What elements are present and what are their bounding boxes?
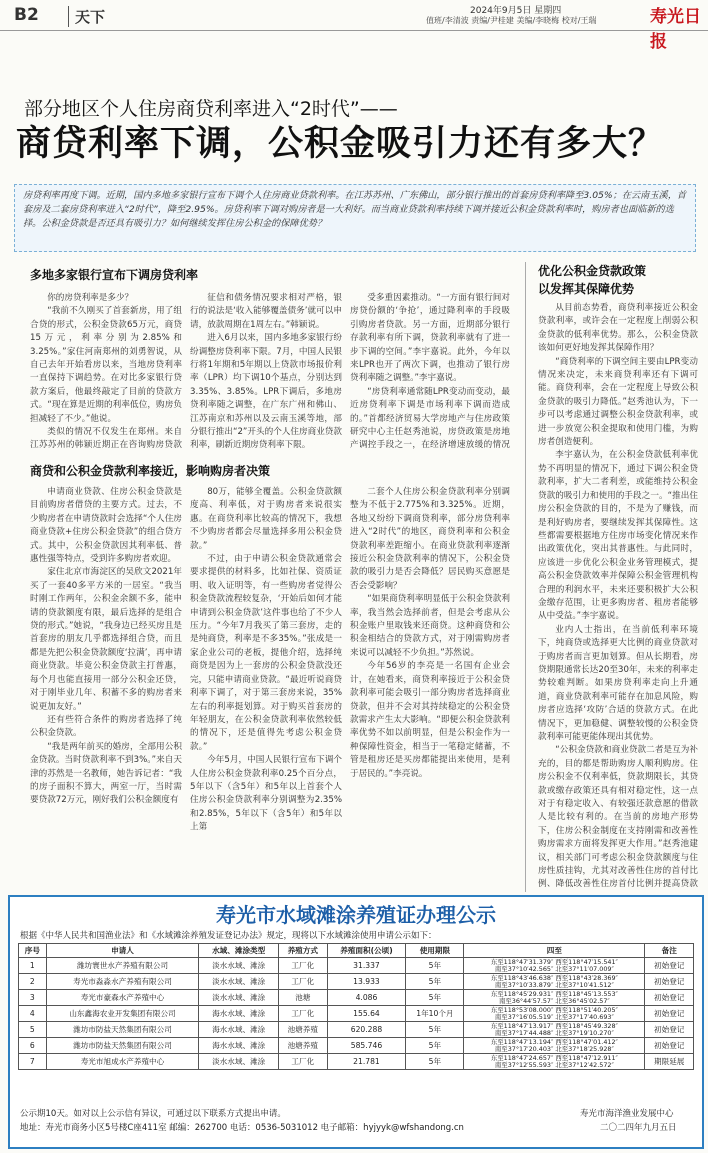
table-cell-bounds <box>464 958 645 974</box>
table-cell-no: 7 <box>19 1054 47 1070</box>
table-cell-method: 池塘养殖 <box>279 1022 328 1038</box>
table-header-cell: 备注 <box>645 944 694 958</box>
s1-col2 <box>190 292 342 450</box>
bounds-line: 东至118°47′13.917″ 西至118°45′49.328″ <box>490 1021 618 1030</box>
bounds-line: 东至118°53′08.000″ 西至118°51′40.205″ <box>490 1005 618 1014</box>
table-cell-applicant: 山东鑫海农业开发集团有限公司 <box>46 1006 199 1022</box>
bounds-line: 南至37°17′44.488″ 北至37°19′10.270″ <box>494 1028 614 1037</box>
notice-box <box>8 895 704 1149</box>
paragraph: 李宇嘉认为，在公积金贷款低利率优势不再明显的情况下，通过下调公积金贷款利率，扩大二者利差，或能维持公积金贷款的吸引力和使用的手段之一。“推出住房公积金贷款的目的，不是为了赚钱，而是利好购房者，要继续发挥其保障性。这些都需要根据地方住房市场变化情况来作出政策优化，突出其普惠性。与此同时，应该进一步优化公积金业务管理模式，提高公积金贷款效率并保障公积金管理机构合理的利润水平，未来还要积极扩大公积金缴存范围，让更多购房者、租房者能够从中受益。”李宇嘉说。 <box>538 450 698 622</box>
table-cell-method: 工厂化 <box>279 958 328 974</box>
notice-intro: 根据《中华人民共和国渔业法》和《水域滩涂养殖发证登记办法》规定，现将以下水域滩涂使用申请公示如下： <box>20 931 437 941</box>
table-cell-type: 海水水域、滩涂 <box>199 1038 279 1054</box>
bounds-line: 南至36°44′57.57″ 北至36°45′02.57″ <box>499 996 610 1005</box>
section-title-2: 商贷和公积金贷款利率接近，影响购房者决策 <box>30 464 271 478</box>
table-cell-method: 工厂化 <box>279 1054 328 1070</box>
paragraph: “公积金贷款和商业贷款二者是互为补充的，目的都是帮助购房人顺利购房。住房公积金不仅利率低，贷款期限长，其贷款或缴存政策还具有相对稳定性，这一点对于有稳定收入、有较强还款意愿的借款人是比较有利的。在当前的房地产形势下，住房公积金制度在支持刚需和改善性购房需求方面将发挥更大作用。”赵秀池建议，相关部门可考虑公积金贷款额度与住房性质挂钩，尤其对改善性住房的首付比例、降低改善性住房首付比例并提高贷款 <box>538 745 698 890</box>
table-cell-method: 池塘 <box>279 990 328 1006</box>
table-cell-note: 期限延展 <box>645 1054 694 1070</box>
table-cell-method: 工厂化 <box>279 974 328 990</box>
table-header-cell: 养殖面积(公顷) <box>327 944 406 958</box>
table-row <box>19 958 694 974</box>
notice-title: 寿光市水域滩涂养殖证办理公示 <box>216 903 496 927</box>
table-cell-no: 3 <box>19 990 47 1006</box>
paragraph: 申请商业贷款、住房公积金贷款是目前购房者借贷的主要方式。过去，不少购房者在申请贷款时会选择“个人住房商业贷款+住房公积金贷款”的组合贷方式。其中，公积金贷款因其利率低、普惠性强等特点，受到许多购房者欢迎。 <box>30 487 182 565</box>
table-cell-type: 淡水水域、滩涂 <box>199 990 279 1006</box>
bounds-line: 南至37°12′55.593″ 北至37°12′42.572″ <box>494 1060 614 1069</box>
paragraph: 你的房贷利率是多少？ <box>47 293 134 303</box>
table-cell-applicant: 潍坊寰世水产养殖有限公司 <box>46 958 199 974</box>
table-cell-applicant: 寿光市豪森水产养殖中心 <box>46 990 199 1006</box>
paragraph: 从目前态势看，商贷利率接近公积金贷款利率，或许会在一定程度上削弱公积金贷款的低利率优势。那么，公积金贷款该如何更好地发挥其保障作用？ <box>538 303 698 354</box>
table-cell-bounds <box>464 990 645 1006</box>
table-cell-bounds <box>464 1022 645 1038</box>
editor-credits: 值班/李清波 责编/尹桂建 美编/李晓梅 校对/王瑞 <box>426 16 597 25</box>
table-header-cell: 养殖方式 <box>279 944 328 958</box>
newspaper-logo: 寿光日报 <box>650 7 701 52</box>
table-header-row <box>19 944 694 958</box>
section-name: 天下 <box>68 6 105 27</box>
table-cell-area: 620.288 <box>327 1022 406 1038</box>
table-header-cell: 水域、滩涂类型 <box>199 944 279 958</box>
column-divider <box>525 262 526 892</box>
table-header-cell: 序号 <box>19 944 47 958</box>
page-header <box>0 0 708 52</box>
s2-col2 <box>190 486 342 888</box>
paragraph: 二套个人住房公积金贷款利率分别调整为不低于2.775%和3.325%。近期，各地又纷纷下调商贷利率，部分房贷利率进入“2时代”的地区，商贷利率和公积金贷款利率差距缩小。在商业贷款利率逐渐接近公积金贷款利率的情况下，公积金贷款的吸引力是否会降低？居民购买意愿是否会受影响？ <box>350 487 510 591</box>
table-header-cell: 四至 <box>464 944 645 958</box>
notice-footer-contact: 地址：寿光市商务小区5号楼C座411室 邮编：262700 电话：0536-5031012 电子邮箱：hyjyyk@wfshandong.cn <box>20 1123 464 1133</box>
table-cell-applicant: 潍坊市防盐天然集团有限公司 <box>46 1038 199 1054</box>
paragraph: 受多重因素推动。“一方面有银行间对房贷份额的‘争抢’，通过降利率的手段吸引购房者贷款。另一方面，近期部分银行存款利率有所下调，贷款利率就有了进一步下调的空间。”李宇嘉说。此外，今年以来LPR也开了两次下调，也推动了银行房贷利率随之调整。”李宇嘉说。 <box>350 293 510 384</box>
article-headline: 商贷利率下调，公积金吸引力还有多大？ <box>16 124 665 164</box>
paragraph: “我是两年前买的婚房，全部用公积金贷款。当时贷款利率不到3%。”来自天津的苏然是一名教师，她告诉记者：“我的房子面积不算大，两室一厅，当时需要贷款72万元，刚好我们公积金额度有 <box>30 741 182 806</box>
s3-col <box>538 302 698 890</box>
table-cell-bounds <box>464 1054 645 1070</box>
notice-footer-period: 公示期10天。如对以上公示信有异议，可通过以下联系方式提出申请。 <box>20 1109 286 1119</box>
table-header-cell: 申请人 <box>46 944 199 958</box>
table-cell-area: 585.746 <box>327 1038 406 1054</box>
table-row <box>19 1038 694 1054</box>
table-cell-term: 5年 <box>406 1022 464 1038</box>
paragraph: 征信和债务情况要求相对严格，银行的说法是‘收入能够覆盖债务’就可以申请，放款周期在1周左右。”韩颖说。 <box>190 293 342 330</box>
paragraph: 家住北京市海淀区的吴欣文2021年买了一套40多平方米的一居室。“我当时刚工作两年，公积金余额不多，能申请的贷款额度有限，最后选择的是组合贷的形式。”她说，“我身边已经买房且是首套房的朋友几乎都选择组合贷，而且都是先把公积金贷款额度‘拉满’，再申请商业贷款。毕竟公积金贷款主打普惠，每个月也能直接用一部分公积金还贷，对于刚毕业几年、积蓄不多的购房者来说更加友好。” <box>30 567 182 712</box>
table-cell-area: 155.64 <box>327 1006 406 1022</box>
table-cell-area: 21.781 <box>327 1054 406 1070</box>
bounds-line: 东至118°47′13.194″ 西至118°47′01.412″ <box>490 1037 618 1046</box>
table-cell-term: 5年 <box>406 958 464 974</box>
table-cell-type: 淡水水域、滩涂 <box>199 1054 279 1070</box>
page-code: B2 <box>14 5 39 25</box>
summary-box <box>14 184 696 252</box>
table-cell-note: 初始登记 <box>645 1022 694 1038</box>
paragraph: “我前不久刚买了首套新房，用了组合贷的形式，公积金贷款65万元，商贷15万元，利率分别为2.85%和3.25%。”家住河南郑州的刘勇智说，从自己去年开始看房以来，当地房贷利率一直保持下调趋势。在对比多家银行贷款方案后，他最终敲定了目前的贷款方式。“现在算是近期的利率低位，购房负担减轻了不少。”他说。 <box>30 306 182 424</box>
notice-org: 寿光市海洋渔业发展中心 <box>580 1109 674 1119</box>
paragraph: 今年5月，中国人民银行宣布下调个人住房公积金贷款利率0.25个百分点，5年以下（含5年）和5年以上首套个人住房公积金贷款利率分别调整为2.35%和2.85%，5年以下（含5年）和5年以上第 <box>190 755 342 833</box>
paragraph: “如果商贷利率明显低于公积金贷款利率，我当然会选择前者，但是会考虑从公积金账户里取钱来还商贷。这种商贷和公积金相结合的贷款方式，对于刚需购房者来说可以减轻不少负担。”苏然说。 <box>350 594 510 658</box>
table-cell-bounds <box>464 1006 645 1022</box>
table-cell-term: 5年 <box>406 1038 464 1054</box>
table-cell-type: 海水水域、滩涂 <box>199 1006 279 1022</box>
table-cell-no: 4 <box>19 1006 47 1022</box>
table-cell-no: 6 <box>19 1038 47 1054</box>
bounds-line: 东至118°45′29.931″ 西至118°45′13.553″ <box>490 989 618 998</box>
table-cell-area: 4.086 <box>327 990 406 1006</box>
table-cell-method: 工厂化 <box>279 1006 328 1022</box>
table-cell-note: 初始登记 <box>645 1006 694 1022</box>
table-row <box>19 974 694 990</box>
paragraph: 业内人士指出，在当前低利率环境下，纯商贷或选择更大比例的商业贷款对于购房者而言更加划算。但从长期看，房贷期限通常长达20至30年，未来的利率走势较难判断。如果房贷利率走向上升通道，商业贷款利率可能存在加息风险，购房者应选择‘攻防’合适的贷款方式。在此情况下，更加稳健、调整较慢的公积金贷款利率可能更能体现出其优势。 <box>538 624 698 742</box>
table-cell-no: 5 <box>19 1022 47 1038</box>
notice-table <box>18 943 694 1070</box>
table-cell-note: 初始登记 <box>645 1038 694 1054</box>
issue-date: 2024年9月5日 星期四 <box>470 6 562 16</box>
paragraph: 不过，由于申请公积金贷款通常会要求提供的材料多，比如社保、资质证明、收入证明等，有一些购房者觉得公积金贷款流程较复杂，‘开始后如何才能申请到公积金贷款’这件事也给了不少人压力。“今年7月我买了第三套房，走的是纯商贷，利率是不多35%。”张成是一家企业公司的老板，提他介绍，选择纯商贷是因为上一套房的公积金贷款没还完，只能申请商业贷款。“最近听说商贷利率下调了，对于第三套房来说，35%左右的利率挺划算。对于购买首套房的年轻朋友，在公积金贷款利率依然较低的情况下，还是值得先考虑公积金贷款。” <box>190 554 342 752</box>
article-summary: 房贷利率再度下调。近期，国内多地多家银行宣布下调个人住房商业贷款利率。在江苏苏州、广东佛山，部分银行推出的首套房贷利率降至3.05%；在云南玉溪，首套房及二套房贷利率进入“2时代”，降至2.95%。房贷利率下调对购房者是一大利好。而当商业贷款利率持续下调并接近公积金贷款利率时，购房者也面临新的选择。公积金贷款是否还具有吸引力？如何继续发挥住房公积金的保障优势？ <box>23 190 687 229</box>
section-title-3b: 以发挥其保障优势 <box>538 282 635 296</box>
table-cell-term: 5年 <box>406 990 464 1006</box>
section-title-3a: 优化公积金贷款政策 <box>538 264 647 278</box>
table-row <box>19 990 694 1006</box>
table-row <box>19 1006 694 1022</box>
table-cell-no: 1 <box>19 958 47 974</box>
table-cell-type: 海水水域、滩涂 <box>199 1022 279 1038</box>
table-cell-term: 5年 <box>406 1054 464 1070</box>
bounds-line: 南至37°10′42.565″ 北至37°11′07.009″ <box>494 964 614 973</box>
article-kicker: 部分地区个人住房商贷利率进入“2时代”—— <box>24 98 398 120</box>
bounds-line: 东至118°47′24.657″ 西至118°47′12.911″ <box>490 1053 618 1062</box>
paragraph: 进入6月以来，国内多地多家银行纷纷调整房贷利率下限。7月，中国人民银行将1年期和5年期以上贷款市场报价利率（LPR）均下调10个基点，分别达到3.35%、3.85%。LPR下调后，多地房贷利率随之调整，在广东广州和佛山、江苏南京和苏州以及云南玉溪等地，部分银行推出“2”开头的个人住房商业贷款利率，刷新近期房贷利率下限。 <box>190 333 342 450</box>
paragraph: 类似的情况不仅发生在郑州。来自江苏苏州的韩颖近期正在咨询购房贷款 <box>30 427 182 450</box>
table-row <box>19 1054 694 1070</box>
table-cell-area: 13.933 <box>327 974 406 990</box>
s1-col1 <box>30 292 182 450</box>
paragraph: “房贷利率通常随LPR变动而变动，最近房贷利率下调是市场利率下调而造成的。”首都经济贸易大学房地产与住房政策研究中心主任赵秀池说，房贷政策是房地产调控手段之一，在经济增速放缓的情况 <box>350 386 510 450</box>
table-cell-note: 初始登记 <box>645 990 694 1006</box>
paragraph: 今年56岁的李亮是一名国有企业会计，在她看来，商贷利率接近于公积金贷款利率可能会吸引一部分购房者选择商业贷款，但并不会对其持续稳定的公积金贷款需求产生太大影响。“即便公积金贷款利率优势不如以前明显，但是公积金作为一种保障性资金，相当于一笔稳定储蓄，不管是租房还是买房都能提出来使用，是利于居民的。”李亮说。 <box>350 661 510 779</box>
table-row <box>19 1022 694 1038</box>
s2-col1 <box>30 486 182 888</box>
table-cell-type: 淡水水域、滩涂 <box>199 958 279 974</box>
table-cell-applicant: 寿光市旭成水产养殖中心 <box>46 1054 199 1070</box>
table-cell-term: 1年10个月 <box>406 1006 464 1022</box>
bounds-line: 南至37°17′20.403″ 北至37°18′25.928″ <box>494 1044 614 1053</box>
s2-col3 <box>350 486 510 888</box>
s1-col3 <box>350 292 510 450</box>
table-cell-term: 5年 <box>406 974 464 990</box>
paragraph: 还有些符合条件的购房者选择了纯公积金贷款。 <box>30 714 182 739</box>
table-cell-area: 31.337 <box>327 958 406 974</box>
section-title-1: 多地多家银行宣布下调房贷利率 <box>30 268 199 282</box>
paragraph: 80万，能够全覆盖。公积金贷款额度高、利率低，对于购房者来说很实惠。在商贷利率比较高的情况下，我想不少购房者都会尽量选择多用公积金贷款。” <box>190 487 342 551</box>
table-cell-type: 淡水水域、滩涂 <box>199 974 279 990</box>
table-cell-note: 初始登记 <box>645 958 694 974</box>
bounds-line: 南至37°10′33.879″ 北至37°10′41.512″ <box>494 980 614 989</box>
table-cell-method: 池塘养殖 <box>279 1038 328 1054</box>
bounds-line: 南至37°16′05.519″ 北至37°17′40.693″ <box>494 1012 614 1021</box>
table-cell-bounds <box>464 974 645 990</box>
table-cell-no: 2 <box>19 974 47 990</box>
table-cell-applicant: 寿光市淼淼水产养殖有限公司 <box>46 974 199 990</box>
table-header-cell: 使用期限 <box>406 944 464 958</box>
bounds-line: 东至118°47′31.379″ 西至118°47′15.541″ <box>490 957 618 966</box>
notice-date: 二〇二四年九月五日 <box>600 1123 677 1133</box>
table-cell-note: 初始登记 <box>645 974 694 990</box>
bounds-line: 东至118°43′46.638″ 西至118°43′28.369″ <box>490 973 618 982</box>
paragraph: “商贷利率的下调空间主要由LPR变动情况来决定，未来商贷利率还有下调可能。商贷利率，会在一定程度上导致公积金贷款的吸引力降低。”赵秀池认为，下一步可以考虑通过调整公积金贷款利率，或进一步放宽公积金提取和使用门槛，为购房者创造便利。 <box>538 356 698 448</box>
table-cell-bounds <box>464 1038 645 1054</box>
table-cell-applicant: 潍坊市防盐天然集团有限公司 <box>46 1022 199 1038</box>
